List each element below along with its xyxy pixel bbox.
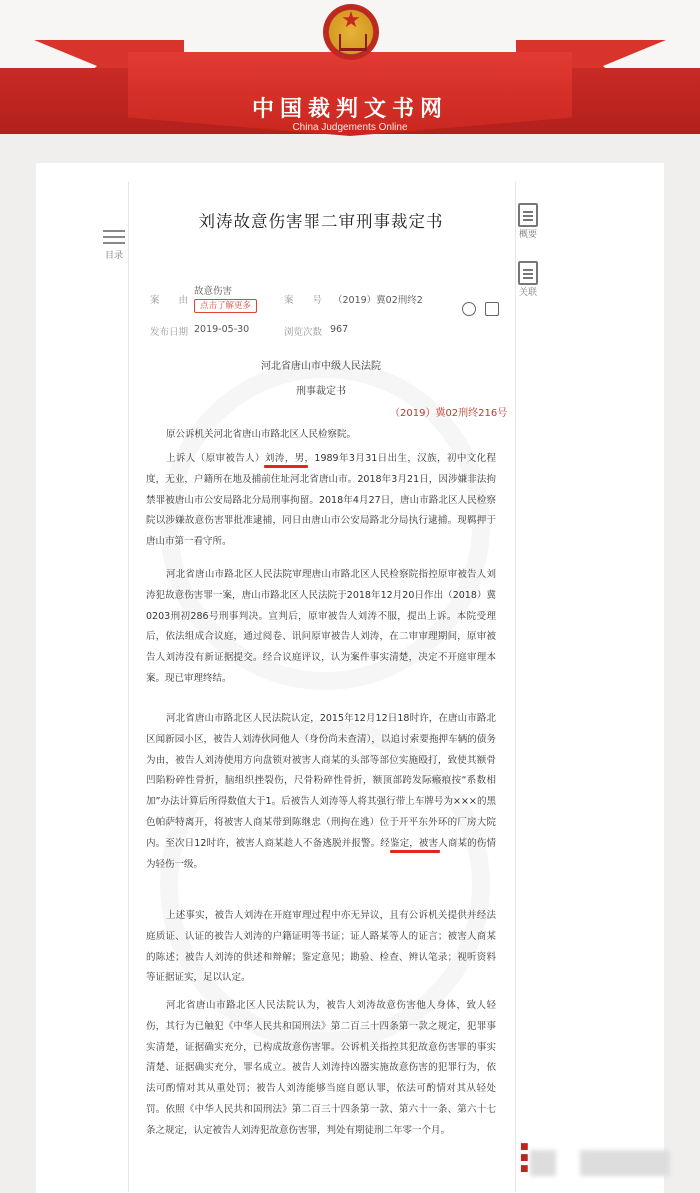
blurred-watermark (580, 1150, 670, 1176)
document-title: 刘涛故意伤害罪二审刑事裁定书 (198, 212, 444, 231)
paragraph: 上诉人（原审被告人）刘涛，男，1989年3月31日出生，汉族，初中文化程度，无业，户籍所在地及捕前住址河北省唐山市。2018年3月21日，因涉嫌非法拘禁罪被唐山市公安局路北分局刑事拘留。2018年4月27日，唐山市路北区人民检察院以涉嫌故意伤害罪批准逮捕，同日由唐山市公安局路北分局执行逮捕。现羁押于唐山市第一看守所。 (146, 453, 496, 548)
toc-button[interactable] (100, 226, 128, 261)
caseno-value: （2019）冀02刑终2 (333, 295, 423, 306)
paragraph: 原公诉机关河北省唐山市路北区人民检察院。 (166, 429, 357, 440)
document-type: 刑事裁定书 (296, 386, 346, 397)
document-icon (518, 261, 538, 285)
cause-value: 故意伤害 (194, 286, 233, 297)
paragraph: 河北省唐山市路北区人民法院认定，2015年12月12日18时许，在唐山市路北区闻新园小区，被告人刘涛伙同他人（身份尚未查清），以追讨索要拖押车辆的债务为由，被告人刘涛使用方向盘锁对被害人商某的头部等部位实施殴打，致使其额骨凹陷粉碎性骨折，脑组织挫裂伤，尺骨粉碎性骨折，额顶部跨发际瘢痕按“系数相加”办法计算后所得数值大于1。后被告人刘涛等人将其强行带上车牌号为×××的黑色帕萨特离开，将被害人商某带到陈继忠（刑拘在逃）位于开平东外环的厂房大院内。至次日12时许，被害人商某趁人不备逃脱并报警。经鉴定，被害人商某的伤情为轻伤一级。 (146, 713, 496, 870)
document-icon (518, 203, 538, 227)
blurred-watermark (530, 1150, 556, 1176)
caseno-label: 案 号 (284, 295, 323, 306)
site-subtitle: China Judgements Online (292, 122, 408, 133)
highlight-underline (264, 465, 308, 468)
case-number: （2019）冀02刑终216号 (390, 408, 508, 419)
corner-stamp-logo: ■ ■ ■ (520, 1142, 529, 1174)
views-label: 浏览次数 (284, 327, 323, 338)
court-emblem-icon: ★ (323, 4, 379, 60)
print-icon[interactable] (485, 302, 499, 316)
summary-label: 概要 (518, 230, 537, 240)
download-icon[interactable] (462, 302, 476, 316)
paragraph: 河北省唐山市路北区人民法院认为，被告人刘涛故意伤害他人身体，致人轻伤，其行为已触犯《中华人民共和国刑法》第二百三十四条第一款之规定，犯罪事实清楚，证据确实充分，已构成故意伤害罪。公诉机关指控其犯故意伤害罪的事实清楚、证据确实充分，罪名成立。被告人刘涛持凶器实施故意伤害的犯罪行为，依法可酌情对其从重处罚；被告人刘涛能够当庭自愿认罪，依法可酌情对其从轻处罚。依照《中华人民共和国刑法》第二百三十四条第一款、第六十一条、第六十七条之规定，认定被告人刘涛犯故意伤害罪，判处有期徒刑二年零一个月。 (146, 1000, 496, 1136)
toolbar (462, 298, 503, 317)
date-value: 2019-05-30 (194, 324, 250, 335)
paragraph: 河北省唐山市路北区人民法院审理唐山市路北区人民检察院指控原审被告人刘涛犯故意伤害罪一案，唐山市路北区人民法院于2018年12月20日作出（2018）冀0203刑初286号刑事判决。宣判后，原审被告人刘涛不服，提出上诉。本院受理后，依法组成合议庭，通过阅卷、讯问原审被告人刘涛，在二审审理期间，原审被告人刘涛没有新证据提交。经合议庭评议，认为案件事实清楚，决定不开庭审理本案。现已审理终结。 (146, 569, 496, 684)
views-value: 967 (330, 324, 349, 335)
summary-button[interactable] (515, 203, 541, 240)
toc-label: 目录 (104, 251, 123, 261)
learn-more-link[interactable]: 点击了解更多 (194, 299, 257, 313)
related-button[interactable] (515, 261, 541, 298)
date-label: 发布日期 (150, 327, 189, 338)
court-name: 河北省唐山市中级人民法院 (261, 361, 381, 372)
related-label: 关联 (518, 288, 537, 298)
list-icon (103, 230, 125, 244)
site-title[interactable]: 中国裁判文书网 (251, 97, 448, 122)
paragraph: 上述事实，被告人刘涛在开庭审理过程中亦无异议，且有公诉机关提供并经法庭质证、认证的被告人刘涛的户籍证明等书证；证人路某等人的证言；被害人商某的陈述；被告人刘涛的供述和辩解；鉴定意见；勘验、检查、辨认笔录；视听资料等证据证实，足以认定。 (146, 910, 496, 984)
highlight-underline (390, 850, 440, 853)
cause-label: 案 由 (150, 295, 189, 306)
